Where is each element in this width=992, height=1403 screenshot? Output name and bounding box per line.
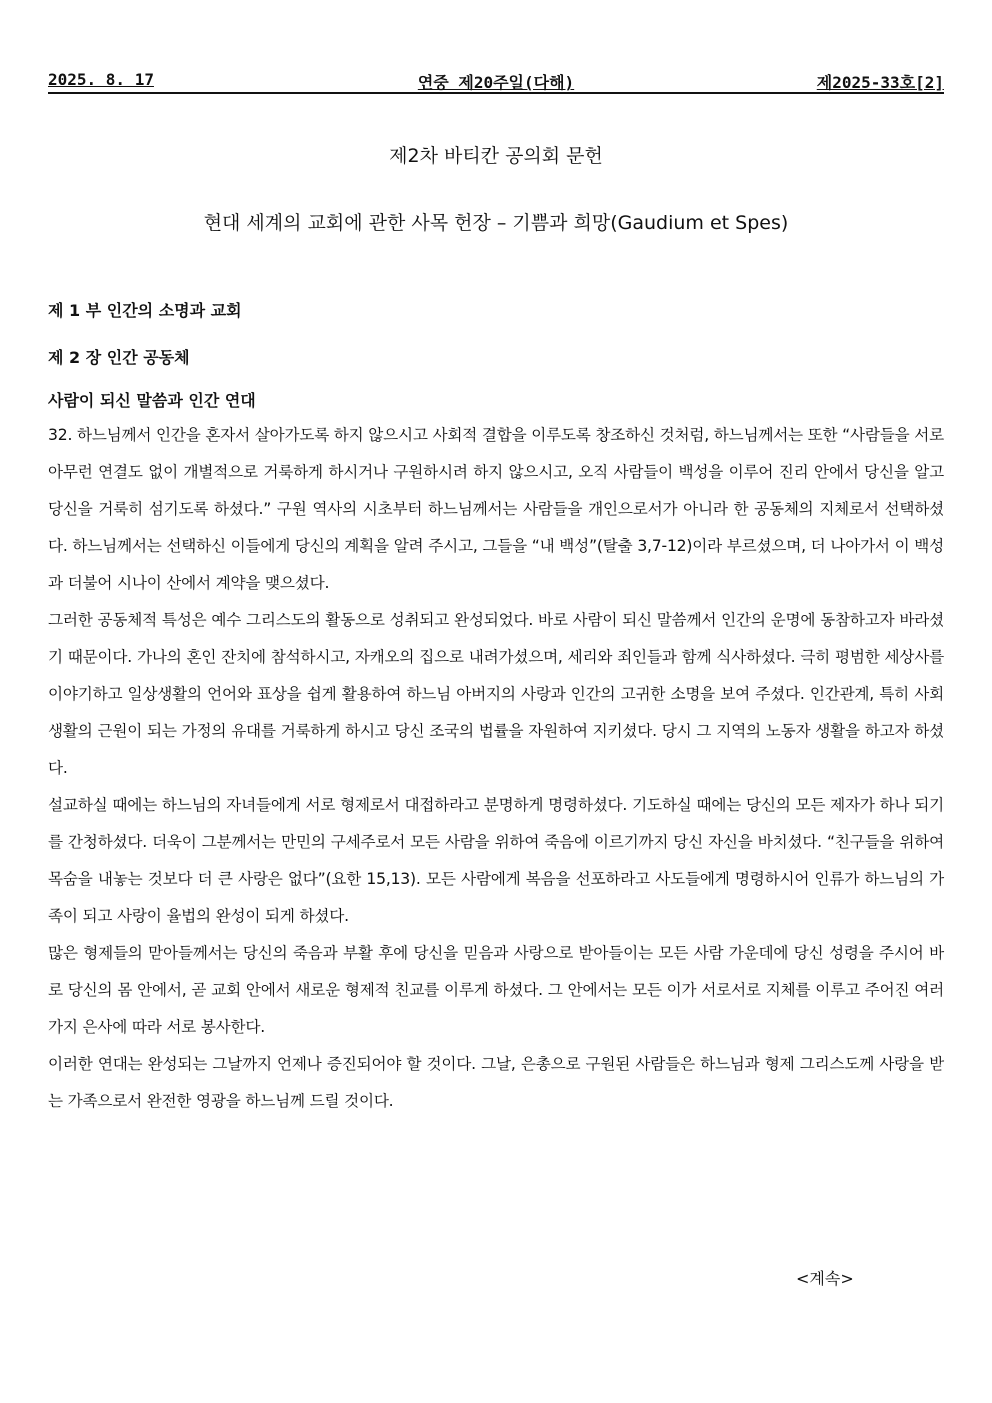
header-liturgical-week: 연중 제20주일(다해) <box>417 73 575 92</box>
paragraph: 이러한 연대는 완성되는 그날까지 언제나 증진되어야 할 것이다. 그날, 은총으로 구원된 사람들은 하느님과 형제 그리스도께 사랑을 받는 가족으로서 완전한 영광을 하느님께 드릴 것이다. <box>48 1055 944 1110</box>
paragraph: 32. 하느님께서 인간을 혼자서 살아가도록 하지 않으시고 사회적 결합을 이루도록 창조하신 것처럼, 하느님께서는 또한 “사람들을 서로 아무런 연결도 없이 개별적으로 거룩하게 하시거나 구원하시려 하지 않으시고, 오직 사람들이 백성을 이루어 진리 안에서 당신을 알고 당신을 거룩히 섬기도록 하셨다.” 구원 역사의 시초부터 하느님께서는 사람들을 개인으로서가 아니라 한 공동체의 지체로서 선택하셨다. 하느님께서는 선택하신 이들에게 당신의 계획을 알려 주시고, 그들을 “내 백성”(탈출 3,7-12)이라 부르셨으며, 더 나아가서 이 백성과 더불어 시나이 산에서 계약을 맺으셨다. <box>48 426 944 592</box>
chapter-heading: 제 2 장 인간 공동체 <box>48 348 190 367</box>
document-title: 제2차 바티칸 공의회 문헌 <box>389 145 603 167</box>
part-heading: 제 1 부 인간의 소명과 교회 <box>48 301 242 320</box>
body-text <box>48 417 944 1120</box>
header-issue-number: 제2025-33호[2] <box>816 73 944 92</box>
paragraph: 설교하실 때에는 하느님의 자녀들에게 서로 형제로서 대접하라고 분명하게 명령하셨다. 기도하실 때에는 당신의 모든 제자가 하나 되기를 간청하셨다. 더욱이 그분께서는 만민의 구세주로서 모든 사람을 위하여 죽음에 이르기까지 당신 자신을 바치셨다. “친구들을 위하여 목숨을 내놓는 것보다 더 큰 사랑은 없다”(요한 15,13). 모든 사람에게 복음을 선포하라고 사도들에게 명령하시어 인류가 하느님의 가족이 되고 사랑이 율법의 완성이 되게 하셨다. <box>48 796 944 925</box>
continued-marker: <계속> <box>796 1269 854 1288</box>
section-heading: 사람이 되신 말씀과 인간 연대 <box>48 391 256 410</box>
page-header <box>48 70 944 94</box>
header-date: 2025. 8. 17 <box>48 70 154 89</box>
paragraph: 그러한 공동체적 특성은 예수 그리스도의 활동으로 성취되고 완성되었다. 바로 사람이 되신 말씀께서 인간의 운명에 동참하고자 바라셨기 때문이다. 가나의 혼인 잔치에 참석하시고, 자캐오의 집으로 내려가셨으며, 세리와 죄인들과 함께 식사하셨다. 극히 평범한 세상사를 이야기하고 일상생활의 언어와 표상을 쉽게 활용하여 하느님 아버지의 사랑과 인간의 고귀한 소명을 보여 주셨다. 인간관계, 특히 사회생활의 근원이 되는 가정의 유대를 거룩하게 하시고 당신 조국의 법률을 자원하여 지키셨다. 당시 그 지역의 노동자 생활을 하고자 하셨다. <box>48 611 944 777</box>
paragraph: 많은 형제들의 맏아들께서는 당신의 죽음과 부활 후에 당신을 믿음과 사랑으로 받아들이는 모든 사람 가운데에 당신 성령을 주시어 바로 당신의 몸 안에서, 곧 교회 안에서 새로운 형제적 친교를 이루게 하셨다. 그 안에서는 모든 이가 서로서로 지체를 이루고 주어진 여러 가지 은사에 따라 서로 봉사한다. <box>48 944 944 1036</box>
document-subtitle: 현대 세계의 교회에 관한 사목 헌장 – 기쁨과 희망(Gaudium et Spes) <box>203 212 789 234</box>
